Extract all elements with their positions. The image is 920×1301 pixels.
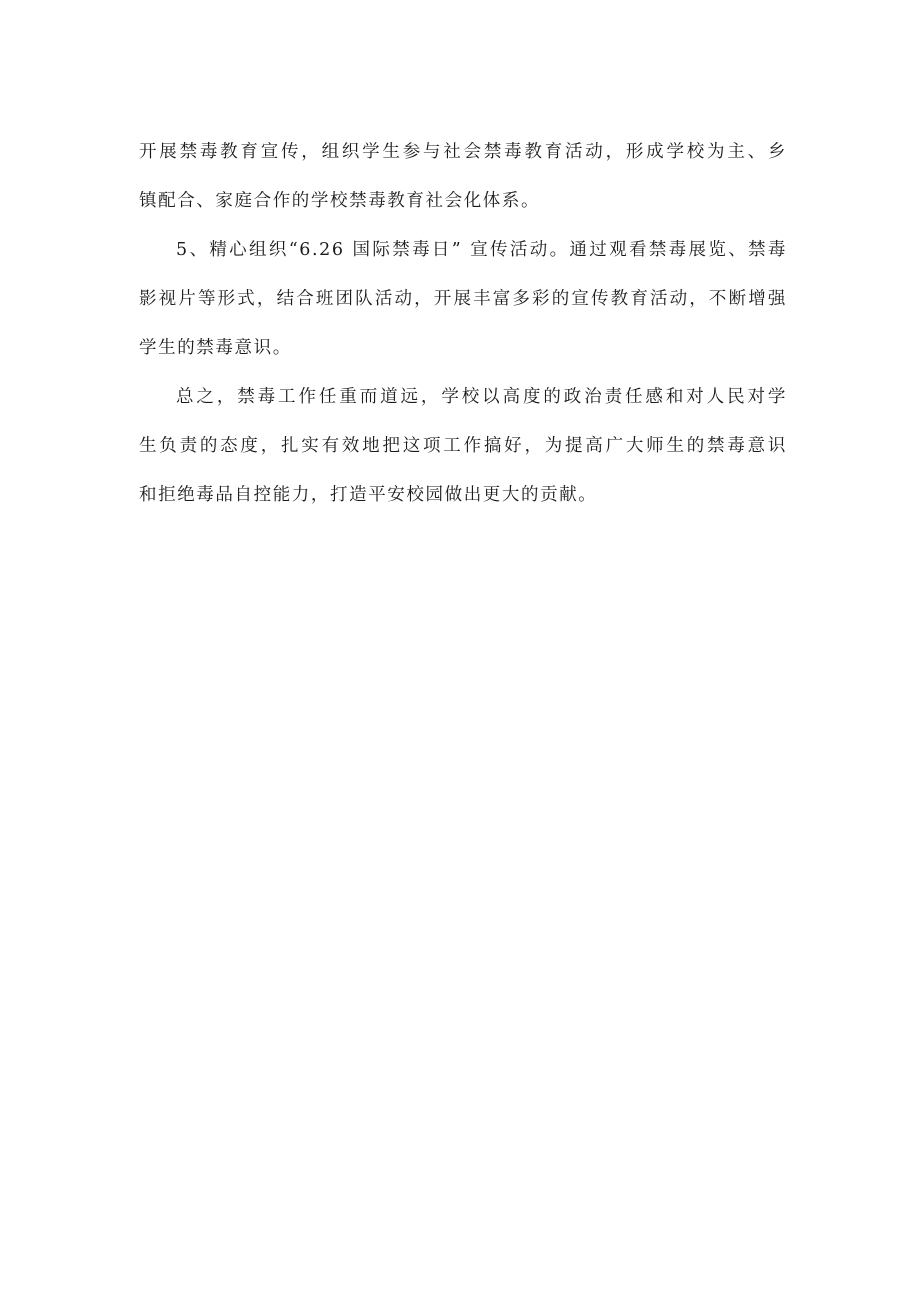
document-body bbox=[139, 140, 787, 507]
text-line: 总之，禁毒工作任重而道远，学校以高度的政治责任感和对人民对学 bbox=[176, 387, 787, 407]
text-line: 影视片等形式，结合班团队活动，开展丰富多彩的宣传教育活动，不断增强 bbox=[139, 289, 787, 309]
paragraph-item-5 bbox=[139, 238, 787, 360]
text-line: 镇配合、家庭合作的学校禁毒教育社会化体系。 bbox=[139, 191, 541, 211]
paragraph-conclusion bbox=[139, 385, 787, 507]
text-line: 和拒绝毒品自控能力，打造平安校园做出更大的贡献。 bbox=[139, 485, 598, 505]
text-line: 开展禁毒教育宣传，组织学生参与社会禁毒教育活动，形成学校为主、乡 bbox=[139, 142, 787, 162]
text-line: 生负责的态度，扎实有效地把这项工作搞好，为提高广大师生的禁毒意识 bbox=[139, 436, 787, 456]
text-line: 学生的禁毒意识。 bbox=[139, 338, 292, 358]
paragraph-continuation bbox=[139, 140, 787, 213]
text-line: 5、精心组织“6.26 国际禁毒日” 宣传活动。通过观看禁毒展览、禁毒 bbox=[176, 240, 787, 260]
